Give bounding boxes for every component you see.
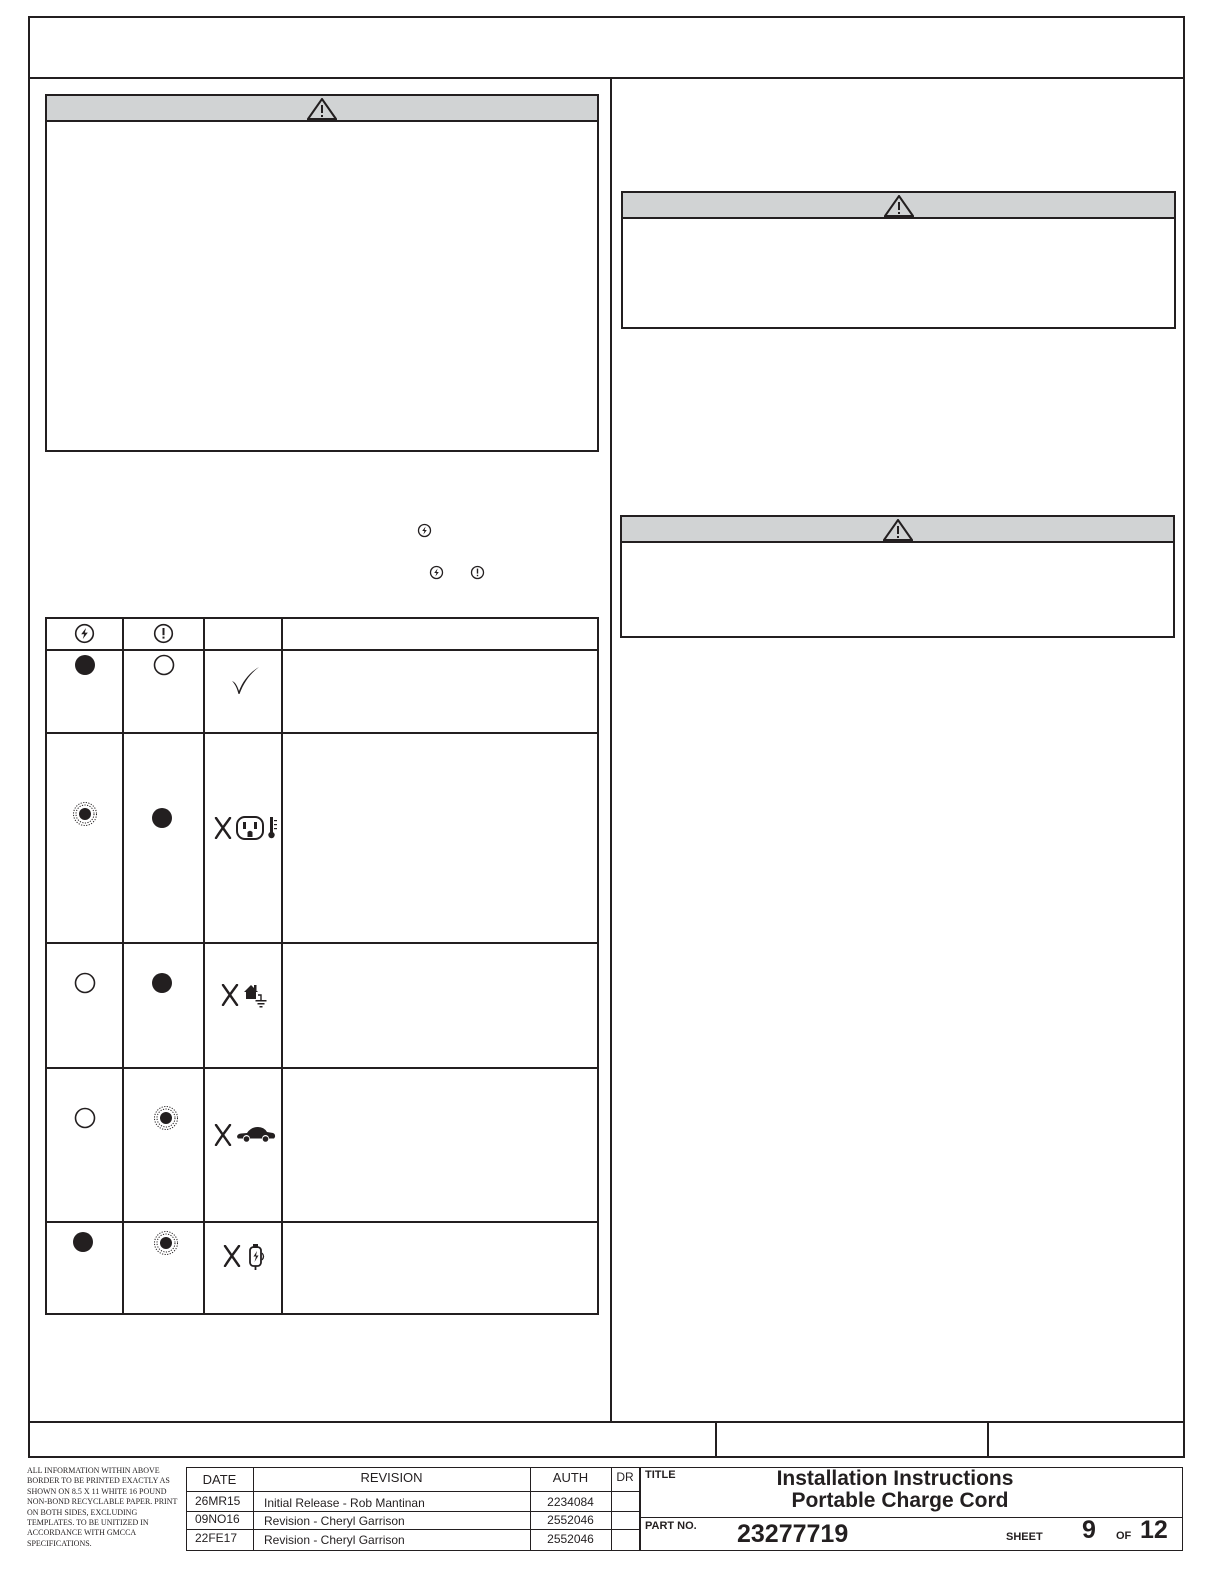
x-icon bbox=[213, 1124, 233, 1146]
table-row-line bbox=[45, 1221, 599, 1223]
tb-line bbox=[639, 1517, 1183, 1518]
document-title-line1: Installation Instructions bbox=[776, 1467, 1014, 1490]
outlet-icon bbox=[235, 815, 265, 841]
revision-header: REVISION bbox=[360, 1470, 423, 1485]
date-header: DATE bbox=[202, 1472, 237, 1487]
status-table bbox=[45, 617, 599, 1315]
lamp-flashing-icon bbox=[71, 800, 99, 828]
lamp-solid-icon bbox=[150, 806, 174, 830]
warning-box-right-2 bbox=[620, 515, 1175, 638]
table-col-line bbox=[203, 617, 205, 1315]
revision-text: Initial Release - Rob Mantinan bbox=[264, 1496, 425, 1510]
charge-status-icon bbox=[74, 623, 95, 644]
footer-divider bbox=[28, 1421, 1185, 1423]
thermometer-icon bbox=[267, 816, 279, 840]
lamp-off-icon bbox=[73, 971, 97, 995]
warning-header-bar bbox=[47, 96, 597, 122]
revision-date: 09NO16 bbox=[195, 1512, 240, 1526]
tb-line bbox=[186, 1511, 639, 1512]
revision-auth: 2552046 bbox=[547, 1532, 594, 1546]
warning-box-left bbox=[45, 94, 599, 452]
part-no-label: PART NO. bbox=[645, 1520, 697, 1532]
fault-status-icon bbox=[470, 565, 485, 580]
table-row-line bbox=[45, 732, 599, 734]
x-icon bbox=[220, 984, 240, 1006]
lamp-solid-icon bbox=[150, 971, 174, 995]
warning-header-bar bbox=[622, 517, 1173, 543]
table-row-line bbox=[45, 942, 599, 944]
sheet-of-label: OF bbox=[1116, 1530, 1132, 1542]
auth-header: AUTH bbox=[552, 1470, 589, 1485]
check-icon bbox=[229, 664, 261, 696]
header-divider bbox=[28, 77, 1185, 79]
tb-line bbox=[639, 1467, 641, 1551]
tb-line bbox=[186, 1491, 639, 1492]
document-title-line2: Portable Charge Cord bbox=[791, 1489, 1009, 1512]
vehicle-icon bbox=[236, 1124, 276, 1144]
warning-box-right-1 bbox=[621, 191, 1176, 329]
table-row-line bbox=[45, 1067, 599, 1069]
warning-header-bar bbox=[623, 193, 1174, 219]
revision-date: 26MR15 bbox=[195, 1494, 241, 1508]
charge-status-icon bbox=[417, 523, 432, 538]
house-ground-icon bbox=[242, 982, 268, 1008]
table-col-line bbox=[122, 617, 124, 1315]
column-divider bbox=[610, 77, 612, 1422]
footer-cell-divider-1 bbox=[715, 1421, 717, 1457]
fault-status-icon bbox=[153, 623, 174, 644]
lamp-solid-icon bbox=[73, 653, 97, 677]
footer-cell-divider-2 bbox=[987, 1421, 989, 1457]
lamp-off-icon bbox=[152, 653, 176, 677]
x-icon bbox=[222, 1245, 242, 1267]
x-icon bbox=[213, 817, 233, 839]
print-notice: ALL INFORMATION WITHIN ABOVE BORDER TO BE PRINTED EXACTLY AS SHOWN ON 8.5 X 11 WHITE 16 POUND NON-BOND RECYCLABLE PAPER. PRINT ON BOTH SIDES, EXCLUDING TEMPLATES. TO BE UNITIZED IN ACCORDANCE WITH GMCCA SPECIFICATIONS. bbox=[27, 1466, 178, 1548]
sheet-number: 9 bbox=[1082, 1516, 1096, 1544]
lamp-solid-icon bbox=[71, 1230, 95, 1254]
revision-auth: 2552046 bbox=[547, 1513, 594, 1527]
sheet-label: SHEET bbox=[1006, 1531, 1043, 1543]
warning-triangle-icon bbox=[883, 519, 913, 541]
warning-triangle-icon bbox=[884, 195, 914, 217]
dr-header: DR bbox=[616, 1470, 634, 1484]
table-row-line bbox=[45, 649, 599, 651]
table-col-line bbox=[281, 617, 283, 1315]
revision-date: 22FE17 bbox=[195, 1531, 238, 1545]
warning-triangle-icon bbox=[307, 98, 337, 120]
revision-auth: 2234084 bbox=[547, 1495, 594, 1509]
revision-text: Revision - Cheryl Garrison bbox=[264, 1514, 405, 1528]
sheet-total: 12 bbox=[1140, 1516, 1168, 1544]
lamp-flashing-icon bbox=[152, 1229, 180, 1257]
part-number: 23277719 bbox=[737, 1520, 849, 1548]
lamp-off-icon bbox=[73, 1106, 97, 1130]
lamp-flashing-icon bbox=[152, 1104, 180, 1132]
revision-text: Revision - Cheryl Garrison bbox=[264, 1533, 405, 1547]
charge-status-icon bbox=[429, 565, 444, 580]
tb-line bbox=[186, 1529, 639, 1530]
title-label: TITLE bbox=[645, 1469, 676, 1481]
charge-cord-icon bbox=[245, 1243, 267, 1271]
